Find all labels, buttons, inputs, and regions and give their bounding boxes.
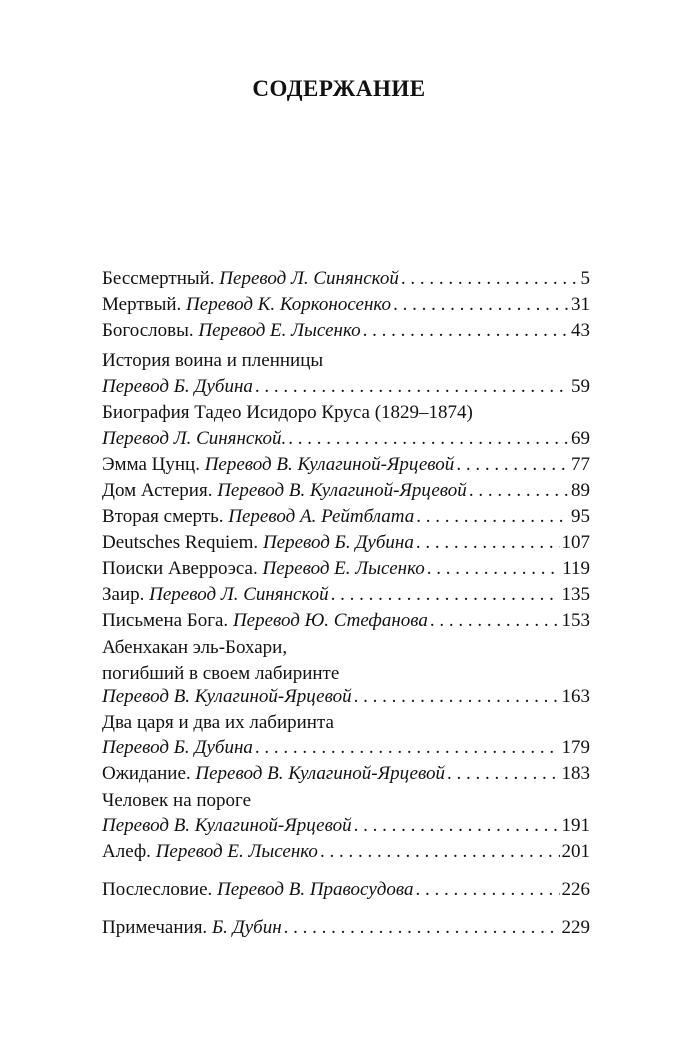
- entry-title-line: Человек на пороге: [102, 790, 252, 811]
- dot-leader: [415, 877, 559, 903]
- toc-entry: [102, 761, 590, 787]
- entry-translator: Перевод Б. Дубина: [102, 737, 253, 758]
- toc-entry: [102, 915, 590, 941]
- toc-entry: [102, 556, 590, 582]
- entry-page: 59: [571, 376, 590, 397]
- entry-page: 226: [561, 879, 590, 900]
- dot-leader: [469, 478, 569, 504]
- entry-title-line: Абенхакан эль-Бохари,: [102, 637, 288, 658]
- entry-translator: Перевод Л. Синянской: [219, 268, 399, 289]
- entry-translator: Перевод В. Кулагиной-Ярцевой: [204, 454, 455, 475]
- entry-page: 201: [561, 841, 590, 862]
- entry-title: Бессмертный.: [102, 268, 215, 289]
- dot-leader: [320, 839, 560, 865]
- entry-translator: Перевод Ю. Стефанова: [232, 610, 428, 631]
- entry-translator: Перевод Л. Синянской: [149, 584, 329, 605]
- entry-title: Богословы.: [102, 320, 194, 341]
- entry-title: Мертвый.: [102, 294, 182, 315]
- entry-translator: Б. Дубин: [211, 917, 282, 938]
- entry-translator: Перевод В. Кулагиной-Ярцевой: [102, 815, 352, 836]
- entry-page: 77: [571, 454, 590, 475]
- dot-leader: [427, 556, 560, 582]
- entry-translator: Перевод Б. Дубина: [102, 376, 253, 397]
- entry-page: 5: [580, 268, 590, 289]
- entry-title: Эмма Цунц.: [102, 454, 200, 475]
- entry-title-line: Два царя и два их лабиринта: [102, 712, 334, 733]
- toc-entry: [102, 504, 590, 530]
- dot-leader: [354, 813, 560, 839]
- entry-page: 135: [561, 584, 590, 605]
- entry-title: Послесловие.: [102, 879, 213, 900]
- entry-title-line: погибший в своем лабиринте: [102, 663, 340, 684]
- toc-entry: [102, 735, 590, 761]
- toc-entry: [102, 839, 590, 865]
- entry-translator: Перевод Е. Лысенко: [198, 320, 361, 341]
- entry-title: Алеф.: [102, 841, 151, 862]
- page-title: СОДЕРЖАНИЕ: [252, 76, 426, 101]
- entry-page: 95: [571, 506, 590, 527]
- dot-leader: [255, 735, 560, 761]
- entry-translator: Перевод В. Правосудова: [217, 879, 414, 900]
- entry-page: 43: [571, 320, 590, 341]
- dot-leader: [288, 426, 569, 452]
- entry-page: 107: [561, 532, 590, 553]
- entry-title: Примечания.: [102, 917, 208, 938]
- entry-page: 183: [561, 763, 590, 784]
- toc-entry: [102, 266, 590, 292]
- entry-page: 69: [571, 428, 590, 449]
- entry-page: 89: [571, 480, 590, 501]
- entry-translator: Перевод Л. Синянской.: [102, 428, 287, 449]
- dot-leader: [331, 582, 560, 608]
- entry-title-line: Биография Тадео Исидоро Круса (1829–1874): [102, 402, 473, 423]
- dot-leader: [284, 915, 560, 941]
- dot-leader: [401, 266, 579, 292]
- entry-title-line: История воина и пленницы: [102, 350, 324, 371]
- entry-page: 229: [561, 917, 590, 938]
- entry-translator: Перевод Е. Лысенко: [155, 841, 318, 862]
- entry-translator: Перевод Е. Лысенко: [262, 558, 425, 579]
- toc-entry: [102, 582, 590, 608]
- toc-entry: [102, 608, 590, 634]
- entry-page: 163: [561, 686, 590, 707]
- entry-page: 119: [562, 558, 590, 579]
- dot-leader: [416, 504, 569, 530]
- toc-entry: [102, 877, 590, 903]
- entry-title: Дом Астерия.: [102, 480, 213, 501]
- toc-entry: [102, 292, 590, 318]
- dot-leader: [363, 318, 569, 344]
- entry-title: Вторая смерть.: [102, 506, 224, 527]
- toc-entry: [102, 478, 590, 504]
- entry-translator: Перевод В. Кулагиной-Ярцевой: [217, 480, 467, 501]
- entry-translator: Перевод В. Кулагиной-Ярцевой: [102, 686, 352, 707]
- dot-leader: [430, 608, 560, 634]
- entry-title: Deutsches Requiem.: [102, 532, 259, 553]
- dot-leader: [393, 292, 569, 318]
- entry-translator: Перевод А. Рейтблата: [228, 506, 415, 527]
- entry-translator: Перевод Б. Дубина: [262, 532, 414, 553]
- entry-translator: Перевод В. Кулагиной-Ярцевой: [195, 763, 445, 784]
- entry-page: 191: [561, 815, 590, 836]
- dot-leader: [447, 761, 560, 787]
- toc-entry: [102, 530, 590, 556]
- entry-title: Письмена Бога.: [102, 610, 229, 631]
- entry-translator: Перевод К. Корконосенко: [186, 294, 392, 315]
- toc-entry: [102, 318, 590, 344]
- toc-entry: [102, 374, 590, 400]
- dot-leader: [416, 530, 560, 556]
- dot-leader: [354, 684, 560, 710]
- entry-title: Поиски Аверроэса.: [102, 558, 258, 579]
- entry-page: 153: [561, 610, 590, 631]
- entry-page: 31: [571, 294, 590, 315]
- dot-leader: [456, 452, 569, 478]
- entry-title: Ожидание.: [102, 763, 191, 784]
- toc-entry: [102, 426, 590, 452]
- entry-title: Заир.: [102, 584, 145, 605]
- toc-entry: [102, 813, 590, 839]
- entry-page: 179: [561, 737, 590, 758]
- toc-entry: [102, 684, 590, 710]
- dot-leader: [255, 374, 569, 400]
- toc-entry: [102, 452, 590, 478]
